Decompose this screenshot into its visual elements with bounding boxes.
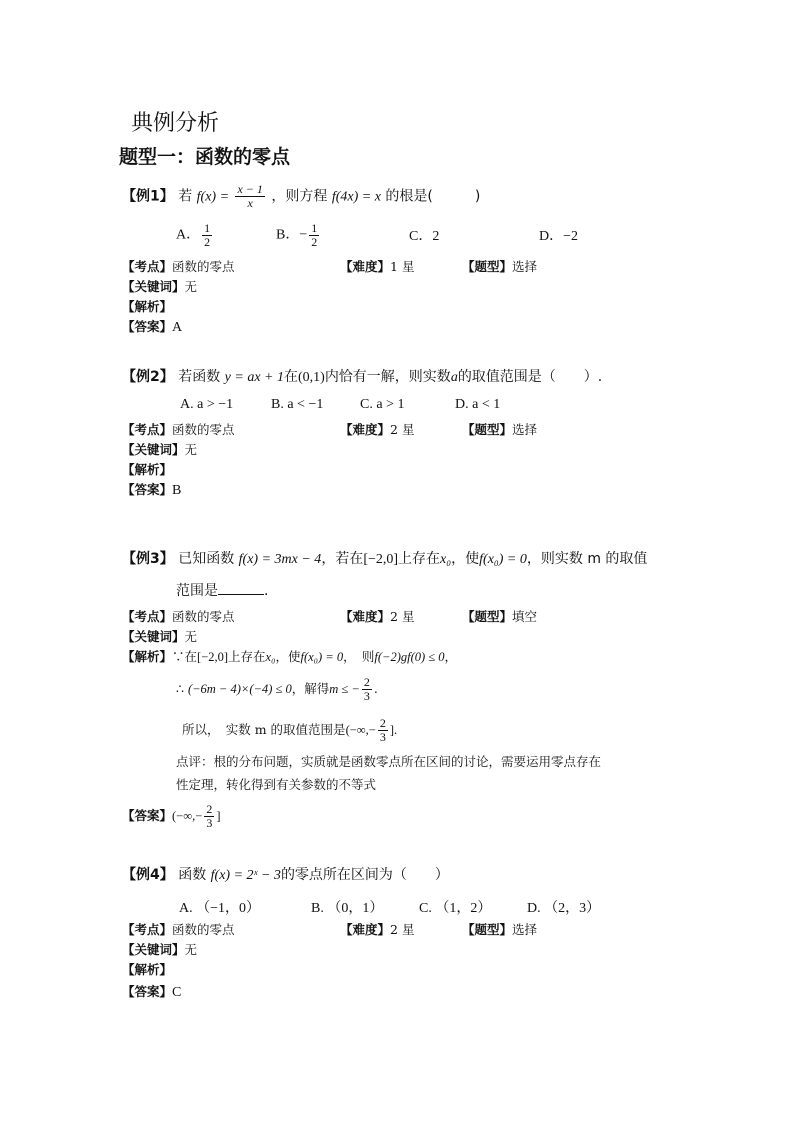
example-tag: 【例2】 bbox=[122, 369, 174, 385]
meta-kaodian: 【考点】函数的零点 bbox=[122, 922, 235, 937]
example-tag: 【例3】 bbox=[122, 551, 174, 567]
option-c: C．2 bbox=[409, 229, 440, 244]
jiexi-line-2: ∴ (−6m − 4)×(−4) ≤ 0，解得m ≤ − $\frac{2}{3}$ . bbox=[176, 675, 378, 703]
option-b: B. （0，1） bbox=[311, 901, 384, 916]
example-tag: 【例4】 bbox=[122, 867, 174, 883]
meta-daan: 【答案】C bbox=[122, 984, 182, 1000]
topic-title: 题型一：函数的零点 bbox=[119, 146, 291, 168]
meta-jiexi: 【解析】 bbox=[122, 462, 173, 477]
option-c: C. （1，2） bbox=[419, 901, 492, 916]
example-4-question: 【例4】 函数 f(x) = 2ˣ − 3的零点所在区间为（ ） bbox=[122, 867, 449, 883]
section-title: 典例分析 bbox=[131, 111, 220, 136]
example-tag: 【例1】 bbox=[122, 188, 174, 205]
meta-tixing: 【题型】填空 bbox=[462, 609, 538, 624]
option-d: D．−2 bbox=[539, 229, 579, 244]
example-2-question: 【例2】 若函数 y = ax + 1在(0,1)内恰有一解，则实数a的取值范围是（ ）. bbox=[122, 369, 603, 385]
option-a: A. a > −1 bbox=[180, 397, 234, 412]
option-b: B．− $\frac{1}{2}$ bbox=[276, 221, 318, 249]
meta-nandu: 【难度】2 星 bbox=[340, 422, 415, 437]
meta-guanjianci: 【关键词】无 bbox=[122, 942, 198, 957]
option-a: A． $\frac{1}{2}$ bbox=[176, 221, 211, 249]
meta-daan: 【答案】(−∞,− $\frac{2}{3}$ ] bbox=[122, 802, 221, 830]
meta-jiexi: 【解析】 bbox=[122, 962, 173, 977]
example-3-question-line2: 范围是 . bbox=[176, 583, 269, 599]
meta-tixing: 【题型】选择 bbox=[462, 922, 538, 937]
meta-jiexi: 【解析】 bbox=[122, 299, 173, 314]
meta-guanjianci: 【关键词】无 bbox=[122, 629, 198, 644]
jiexi-line-3: 所以， 实数 m 的取值范围是(−∞,− $\frac{2}{3}$ ]. bbox=[182, 716, 398, 744]
dianping-line-2: 性定理，转化得到有关参数的不等式 bbox=[176, 777, 377, 792]
fraction: $\frac{x - 1}{x}$ bbox=[237, 182, 263, 210]
meta-guanjianci: 【关键词】无 bbox=[122, 279, 198, 294]
option-d: D. a < 1 bbox=[455, 397, 501, 412]
meta-kaodian: 【考点】函数的零点 bbox=[122, 422, 235, 437]
meta-tixing: 【题型】选择 bbox=[462, 422, 538, 437]
option-c: C. a > 1 bbox=[360, 397, 405, 412]
meta-nandu: 【难度】1 星 bbox=[340, 259, 415, 274]
example-3-question: 【例3】 已知函数 f(x) = 3mx − 4，若在[−2,0]上存在x₀，使f(x₀) = 0，则实数 m 的取值 bbox=[122, 551, 648, 567]
answer-blank bbox=[218, 582, 264, 595]
meta-nandu: 【难度】2 星 bbox=[340, 609, 415, 624]
meta-nandu: 【难度】2 星 bbox=[340, 922, 415, 937]
option-d: D. （2，3） bbox=[527, 901, 601, 916]
meta-tixing: 【题型】选择 bbox=[462, 259, 538, 274]
meta-daan: 【答案】A bbox=[122, 319, 183, 335]
meta-kaodian: 【考点】函数的零点 bbox=[122, 609, 235, 624]
dianping-line-1: 点评：根的分布问题，实质就是函数零点所在区间的讨论，需要运用零点存在 bbox=[176, 754, 602, 769]
meta-kaodian: 【考点】函数的零点 bbox=[122, 259, 235, 274]
example-1-question: 【例1】 若 f(x) = $\frac{x - 1}{x}$ ，则方程 f(4x) = x 的根是( ) bbox=[122, 182, 481, 210]
meta-daan: 【答案】B bbox=[122, 482, 182, 498]
option-b: B. a < −1 bbox=[271, 397, 324, 412]
option-a: A. （−1，0） bbox=[179, 901, 261, 916]
meta-guanjianci: 【关键词】无 bbox=[122, 442, 198, 457]
meta-jiexi: 【解析】∵在[−2,0]上存在x₀，使f(x₀) = 0， 则f(−2)gf(0) ≤ 0， bbox=[122, 649, 458, 664]
